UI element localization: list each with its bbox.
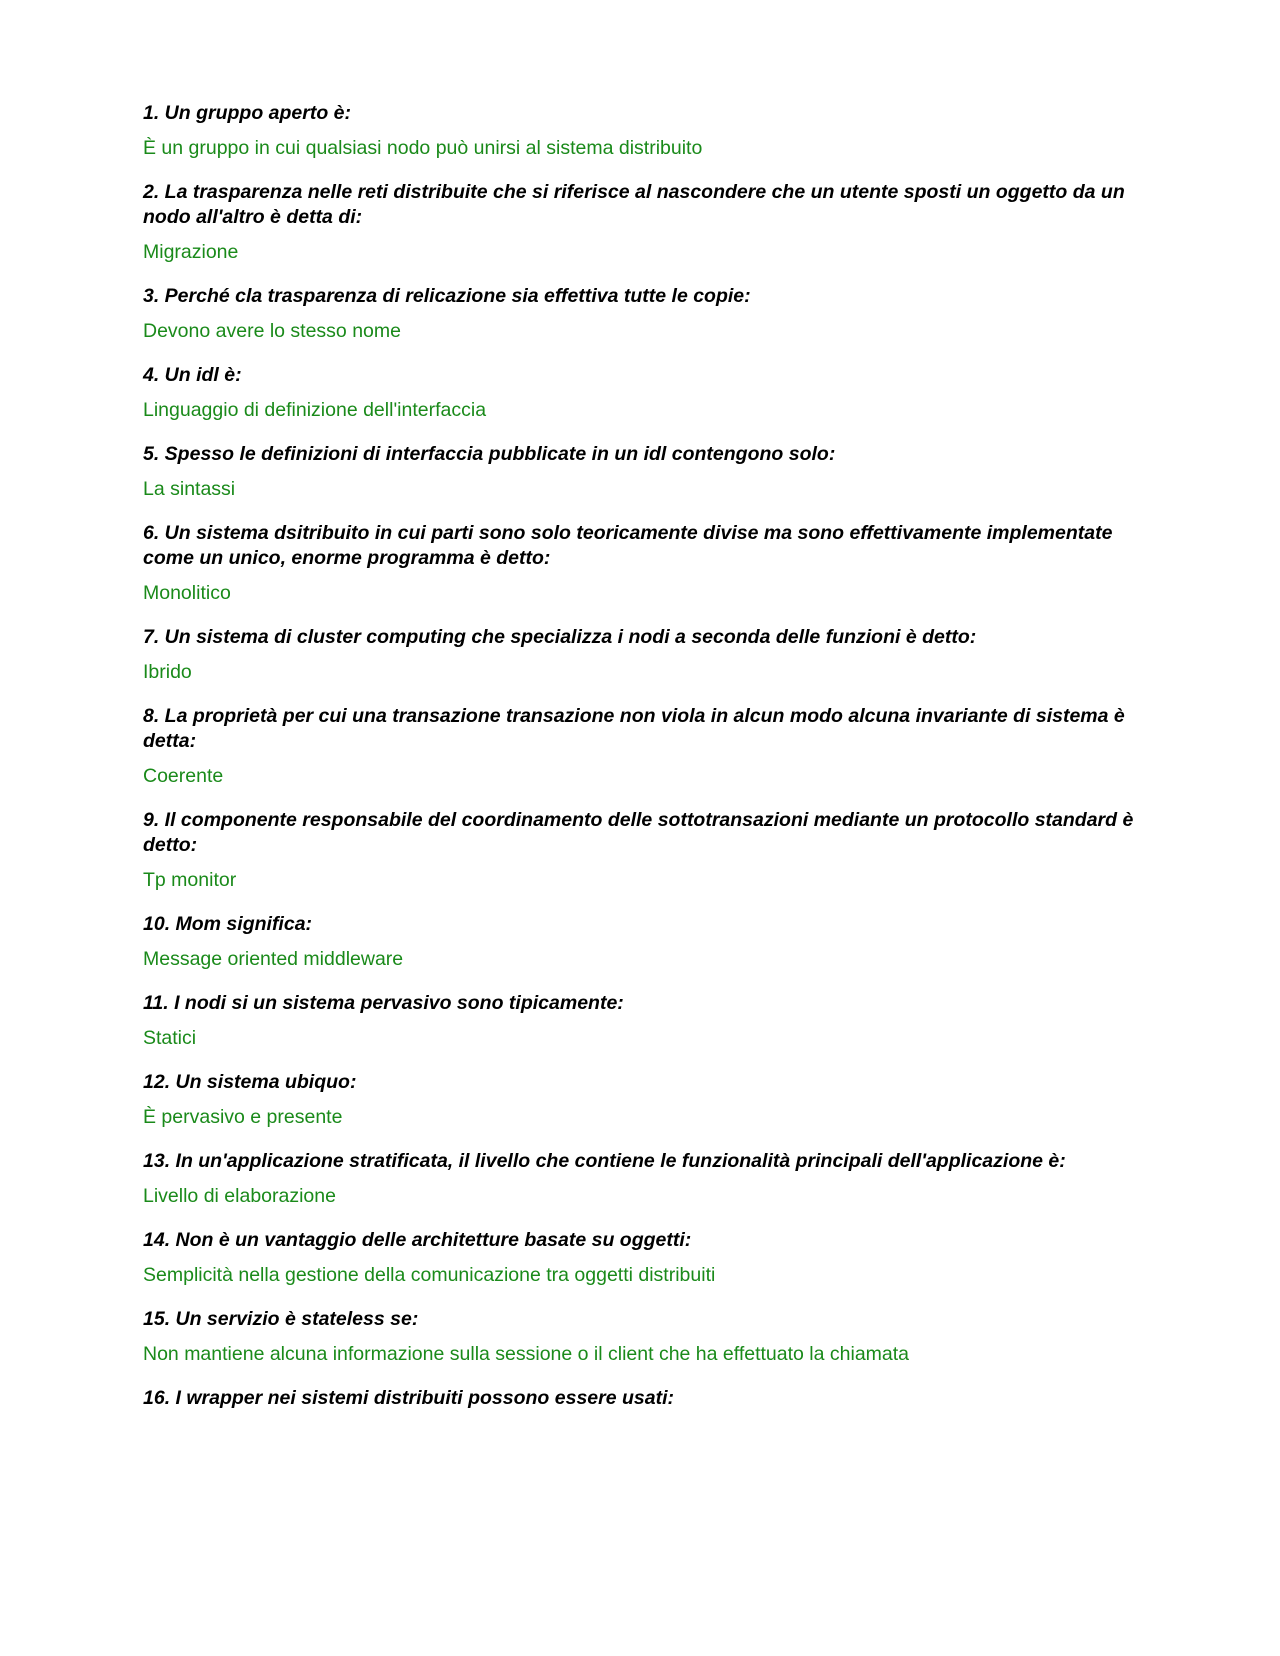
answer-text: Semplicità nella gestione della comunicazione tra oggetti distribuiti (143, 1264, 716, 1286)
question-text: 13. In un'applicazione stratificata, il livello che contiene le funzionalità principali dell'applicazione è: (143, 1150, 1066, 1172)
qa-item-15 (143, 1307, 1153, 1367)
question-text: 5. Spesso le definizioni di interfaccia pubblicate in un idl contengono solo: (143, 443, 836, 465)
answer-text: Linguaggio di definizione dell'interfaccia (143, 399, 487, 421)
qa-item-14 (143, 1228, 1153, 1288)
answer-text: Message oriented middleware (143, 948, 404, 970)
question-text: 8. La proprietà per cui una transazione transazione non viola in alcun modo alcuna invariante di sistema è detta: (143, 705, 1125, 752)
qa-item-2 (143, 180, 1153, 265)
qa-item-7 (143, 625, 1153, 685)
question-text: 10. Mom significa: (143, 913, 313, 935)
document-page (143, 101, 1153, 1430)
answer-text: È pervasivo e presente (143, 1106, 343, 1128)
answer-text: Monolitico (143, 582, 231, 604)
question-text: 2. La trasparenza nelle reti distribuite che si riferisce al nascondere che un utente sposti un oggetto da un nodo all'altro è detta di: (143, 181, 1125, 228)
qa-item-6 (143, 521, 1153, 606)
qa-item-16 (143, 1386, 1153, 1411)
qa-item-3 (143, 284, 1153, 344)
answer-text: È un gruppo in cui qualsiasi nodo può unirsi al sistema distribuito (143, 137, 703, 159)
answer-text: Tp monitor (143, 869, 237, 891)
question-text: 16. I wrapper nei sistemi distribuiti possono essere usati: (143, 1387, 674, 1409)
qa-item-10 (143, 912, 1153, 972)
question-text: 6. Un sistema dsitribuito in cui parti sono solo teoricamente divise ma sono effettivamente implementate come un unico, enorme programma è detto: (143, 522, 1113, 569)
qa-item-5 (143, 442, 1153, 502)
answer-text: Livello di elaborazione (143, 1185, 336, 1207)
question-text: 11. I nodi si un sistema pervasivo sono tipicamente: (143, 992, 624, 1014)
answer-text: Coerente (143, 765, 224, 787)
answer-text: La sintassi (143, 478, 236, 500)
qa-item-11 (143, 991, 1153, 1051)
answer-text: Migrazione (143, 241, 239, 263)
question-text: 4. Un idl è: (143, 364, 242, 386)
answer-text: Non mantiene alcuna informazione sulla sessione o il client che ha effettuato la chiamata (143, 1343, 910, 1365)
question-text: 7. Un sistema di cluster computing che specializza i nodi a seconda delle funzioni è detto: (143, 626, 977, 648)
question-text: 9. Il componente responsabile del coordinamento delle sottotransazioni mediante un protocollo standard è detto: (143, 809, 1134, 856)
answer-text: Devono avere lo stesso nome (143, 320, 401, 342)
question-text: 14. Non è un vantaggio delle architetture basate su oggetti: (143, 1229, 692, 1251)
question-text: 1. Un gruppo aperto è: (143, 102, 352, 124)
qa-item-4 (143, 363, 1153, 423)
qa-item-1 (143, 101, 1153, 161)
qa-item-12 (143, 1070, 1153, 1130)
qa-item-8 (143, 704, 1153, 789)
question-text: 12. Un sistema ubiquo: (143, 1071, 357, 1093)
answer-text: Ibrido (143, 661, 192, 683)
question-text: 3. Perché cla trasparenza di relicazione sia effettiva tutte le copie: (143, 285, 751, 307)
qa-item-13 (143, 1149, 1153, 1209)
qa-item-9 (143, 808, 1153, 893)
question-text: 15. Un servizio è stateless se: (143, 1308, 419, 1330)
answer-text: Statici (143, 1027, 197, 1049)
